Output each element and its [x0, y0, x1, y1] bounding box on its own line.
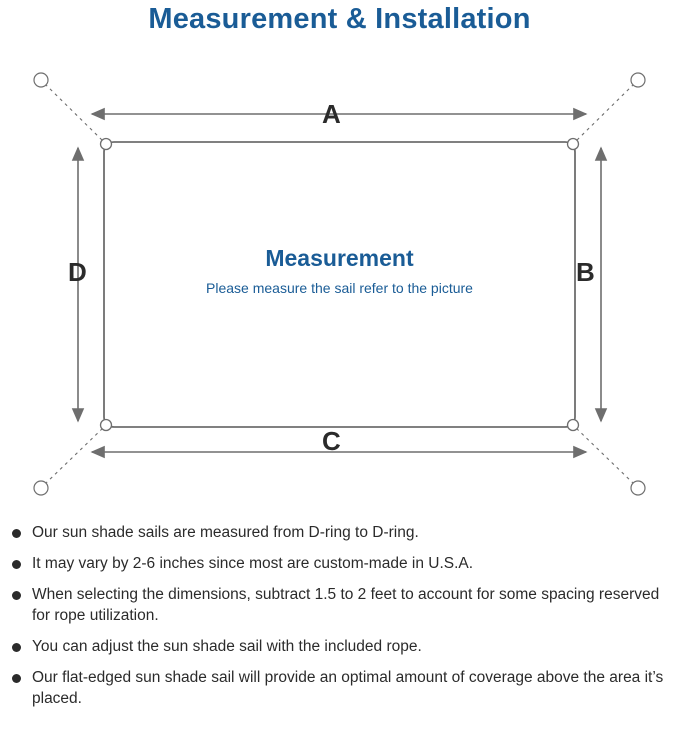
list-item: [0, 636, 679, 657]
list-item: [0, 667, 679, 709]
bullet-dot-icon: [12, 643, 21, 652]
dimension-label-d: D: [68, 257, 87, 287]
bullet-dot-icon: [12, 560, 21, 569]
bullet-dot-icon: [12, 529, 21, 538]
diagram-center-subtitle: Please measure the sail refer to the picture: [206, 280, 473, 296]
measurement-diagram: [0, 52, 679, 517]
dimension-label-c: C: [322, 426, 341, 456]
bullet-dot-icon: [12, 674, 21, 683]
dimension-label-a: A: [322, 99, 341, 129]
list-item: [0, 522, 679, 543]
list-item-text: Our flat-edged sun shade sail will provide an optimal amount of coverage above the area it’s placed.: [32, 669, 664, 707]
list-item: [0, 553, 679, 574]
notes-list: [0, 522, 679, 719]
list-item: [0, 584, 679, 626]
list-item-text: When selecting the dimensions, subtract 1.5 to 2 feet to account for some spacing reserved for rope utilization.: [32, 586, 660, 624]
list-item-text: Our sun shade sails are measured from D-ring to D-ring.: [32, 524, 419, 541]
page-title: Measurement & Installation: [148, 3, 531, 35]
diagram-center-title: Measurement: [265, 245, 414, 271]
dimension-label-b: B: [576, 257, 595, 287]
list-item-text: You can adjust the sun shade sail with the included rope.: [32, 638, 422, 655]
bullet-dot-icon: [12, 591, 21, 600]
list-item-text: It may vary by 2-6 inches since most are custom-made in U.S.A.: [32, 555, 474, 572]
